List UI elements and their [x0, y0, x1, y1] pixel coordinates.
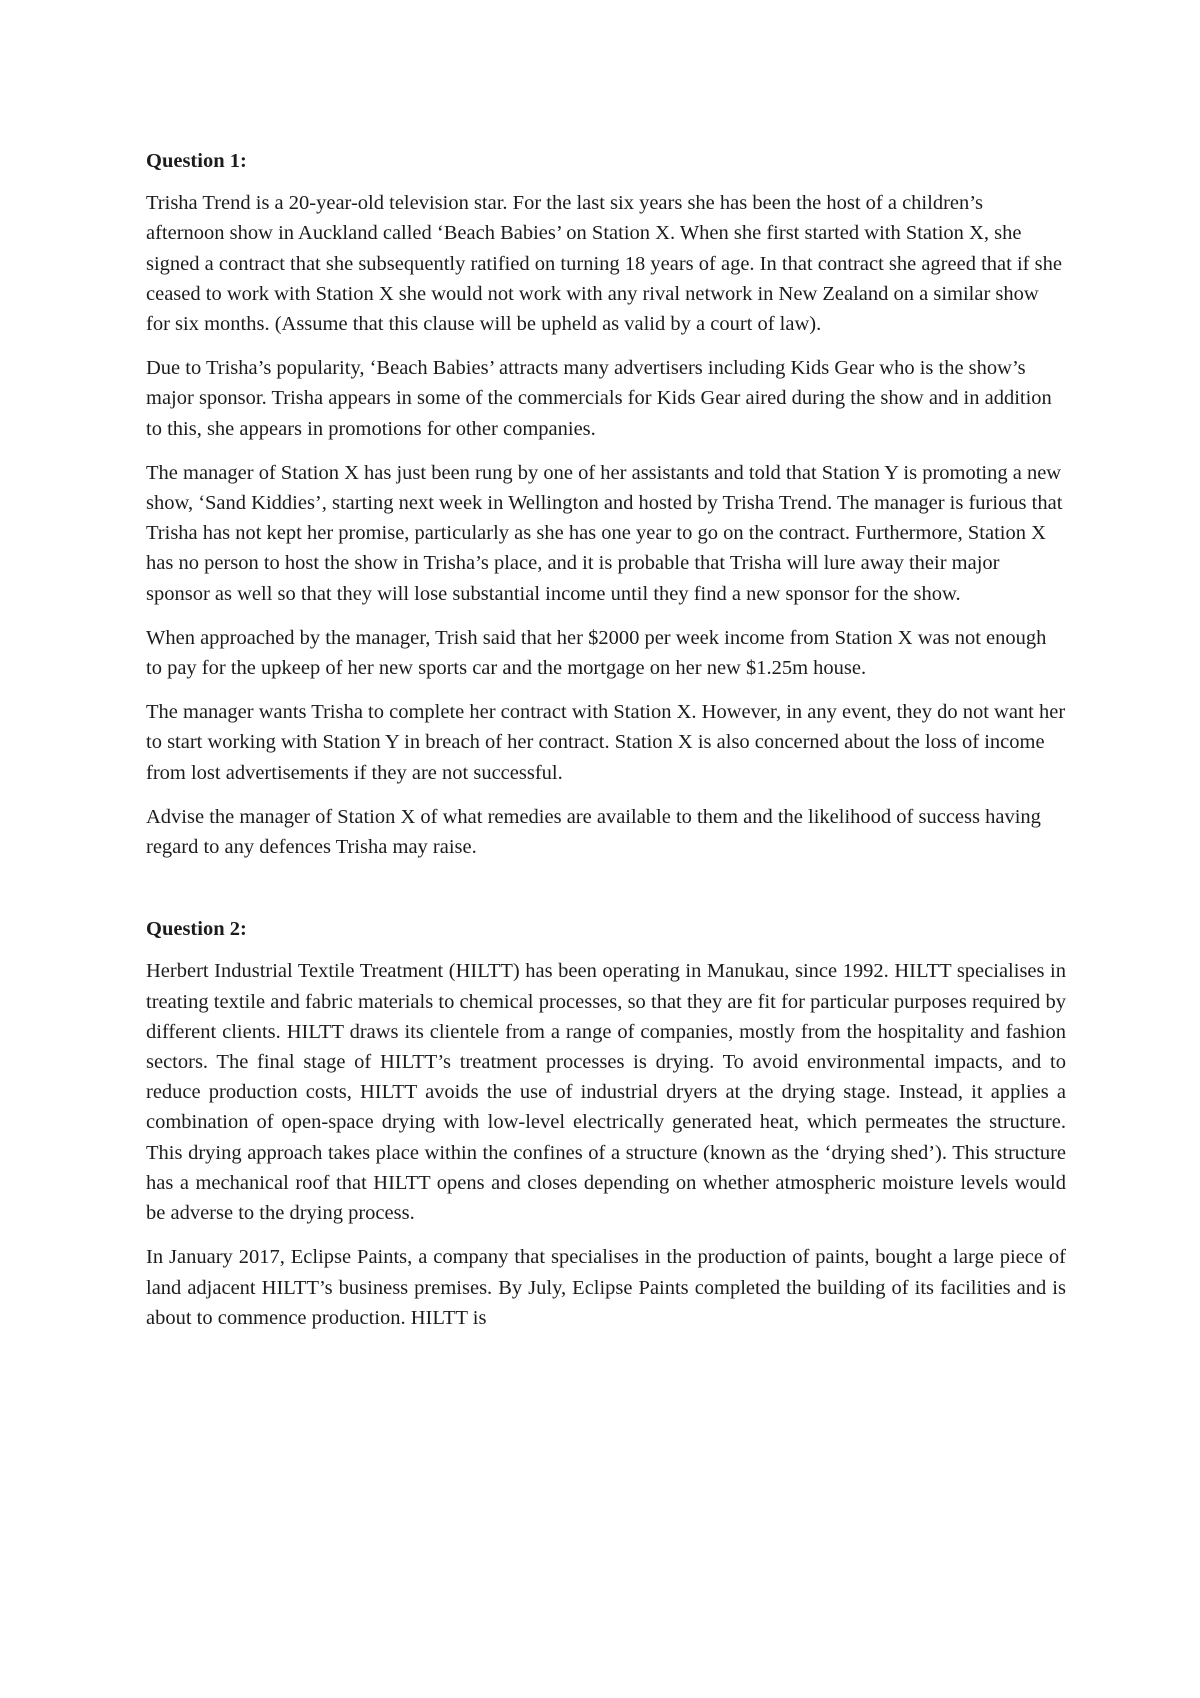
document-page — [146, 146, 1066, 1347]
question-2-paragraph-2: In January 2017, Eclipse Paints, a company that specialises in the production of paints, bought a large piece of land adjacent HILTT’s business premises. By July, Eclipse Paints completed the building of its facilities and is about to commence production. HILTT is — [146, 1246, 1066, 1329]
question-1-paragraph-3: The manager of Station X has just been rung by one of her assistants and told that Station Y is promoting a new show, ‘Sand Kiddies’, starting next week in Wellington and hosted by Trisha Trend. The manager is furious that Trisha has not kept her promise, particularly as she has one year to go on the contract. Furthermore, Station X has no person to host the show in Trisha’s place, and it is probable that Trisha will lure away their major sponsor as well so that they will lose substantial income until they find a new sponsor for the show. — [146, 461, 1063, 605]
question-1-heading: Question 1: — [146, 150, 247, 172]
question-1-paragraph-6: Advise the manager of Station X of what remedies are available to them and the likelihood of success having regard to any defences Trisha may raise. — [146, 805, 1041, 859]
question-2-section — [146, 914, 1066, 1333]
question-1-section — [146, 146, 1066, 862]
question-1-paragraph-1: Trisha Trend is a 20-year-old television star. For the last six years she has been the host of a children’s afternoon show in Auckland called ‘Beach Babies’ on Station X. When she first started with Station X, she signed a contract that she subsequently ratified on turning 18 years of age. In that contract she agreed that if she ceased to work with Station X she would not work with any rival network in New Zealand on a similar show for six months. (Assume that this clause will be upheld as valid by a court of law). — [146, 192, 1062, 336]
question-1-paragraph-2: Due to Trisha’s popularity, ‘Beach Babies’ attracts many advertisers including Kids Gear who is the show’s major sponsor. Trisha appears in some of the commercials for Kids Gear aired during the show and in addition to this, she appears in promotions for other companies. — [146, 357, 1052, 440]
question-2-paragraph-1: Herbert Industrial Textile Treatment (HILTT) has been operating in Manukau, since 1992. HILTT specialises in treating textile and fabric materials to chemical processes, so that they are fit for particular purposes required by different clients. HILTT draws its clientele from a range of companies, mostly from the hospitality and fashion sectors. The final stage of HILTT’s treatment processes is drying. To avoid environmental impacts, and to reduce production costs, HILTT avoids the use of industrial dryers at the drying stage. Instead, it applies a combination of open-space drying with low-level electrically generated heat, which permeates the structure. This drying approach takes place within the confines of a structure (known as the ‘drying shed’). This structure has a mechanical roof that HILTT opens and closes depending on whether atmospheric moisture levels would be adverse to the drying process. — [146, 960, 1066, 1225]
question-1-paragraph-5: The manager wants Trisha to complete her contract with Station X. However, in any event, they do not want her to start working with Station Y in breach of her contract. Station X is also concerned about the loss of income from lost advertisements if they are not successful. — [146, 701, 1066, 784]
question-2-heading: Question 2: — [146, 918, 247, 941]
question-1-paragraph-4: When approached by the manager, Trish said that her $2000 per week income from Station X was not enough to pay for the upkeep of her new sports car and the mortgage on her new $1.25m house. — [146, 626, 1047, 680]
